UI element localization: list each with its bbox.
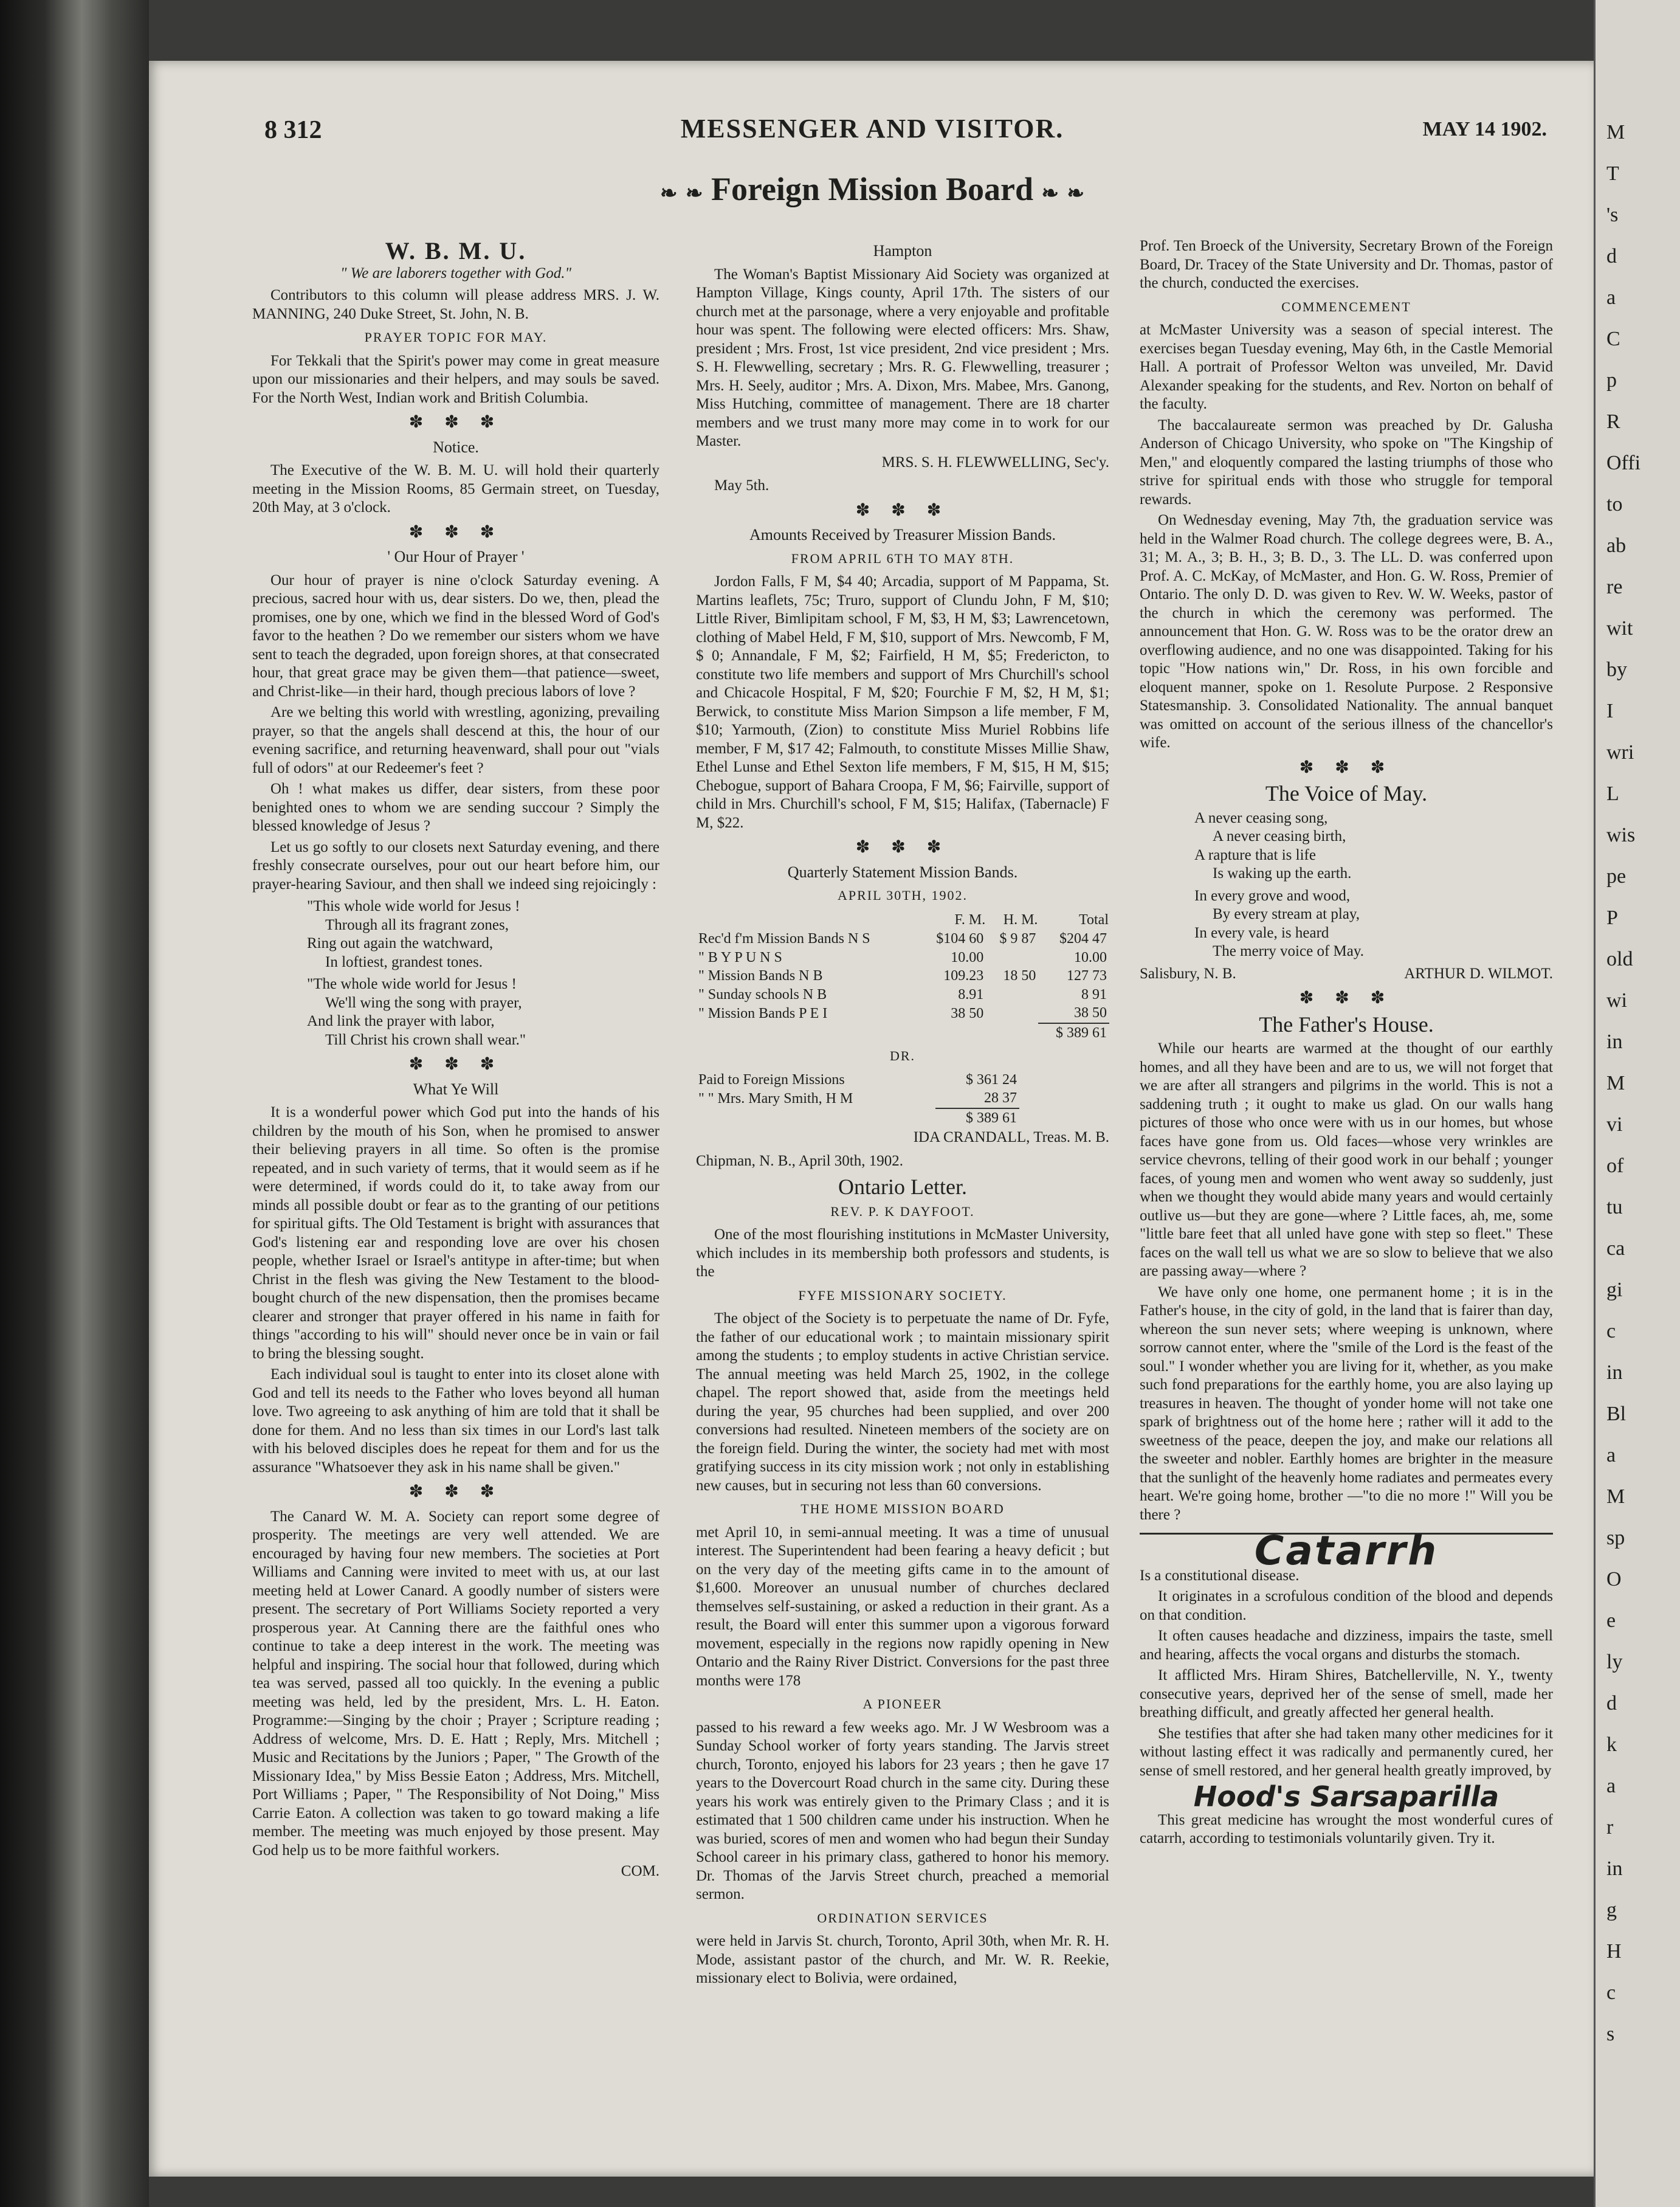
amounts-list: Jordon Falls, F M, $4 40; Arcadia, support of M Pappama, St. Martins leaflets, 75c; Truro, support of Clundu John, F M, $10; Little River, Bimlipitam school, F M, $3, H M, $3; Lawrencetown, clothing of Mabel Held, F M, $10, support of Mrs. Newcomb, F M, $ 0; Annandale, F M, $2; Fairfield, H M, $5; Fredericton, to constitute two life members and support of Mrs Churchill's school and Chicacole Hospital, F M, $20; Fourchie F M, $2, H M, $1; Berwick, to constitute Miss Marion Simpson a life member, F M, $10; Yarmouth, (Zion) to constitute Miss Muriel Robbins life member, F M, $17 42; Falmouth, to constitute Misses Millie Shaw, Ethel Lunse and Ethel Sexton life members, F M, $15, H M, $15; Chebogue, support of Bahara Croopa, F M, $6; Fairville, support of child in Mrs. Churchill's school, F M, $15; Halifax, (Tabernacle) F M, $22.: [696, 573, 1109, 831]
total-cell: 8 91: [1081, 986, 1107, 1003]
column-header: H. M.: [1003, 911, 1038, 928]
divider-stars: ✽ ✽ ✽: [1299, 758, 1394, 777]
poem-line: A rapture that is life: [1194, 846, 1316, 863]
ontario-letter-title: Ontario Letter.: [838, 1175, 967, 1199]
facing-page-fragment: Offi: [1606, 452, 1641, 474]
divider-stars: ✽ ✽ ✽: [408, 522, 503, 542]
row-label: " " Mrs. Mary Smith, H M: [698, 1090, 853, 1107]
facing-page-fragment: s: [1606, 2023, 1615, 2045]
hm-cell: [986, 948, 1038, 967]
quarterly-date: APRIL 30TH, 1902.: [837, 888, 968, 903]
column-left: [252, 237, 659, 1886]
wbmu-motto: " We are laborers together with God.": [340, 264, 571, 281]
ontario-paragraph-3: met April 10, in semi-annual meeting. It was a time of unusual interest. The Superintendent had been fearing a heavy deficit ; but on the very day of the meeting gifts came in to the amount of $1,600. Moreover an unusual number of churches declared themselves self-sustaining, or asked a reduction in their grant. As a result, the Board will enter this summer upon a vigorous forward movement, especially in the regions now rapidly opening in New Ontario and the Rainy River District. Conversions for the past three months were 178: [696, 1524, 1109, 1689]
section-title-text: Foreign Mission Board: [711, 171, 1034, 207]
column-right: [1140, 237, 1553, 1851]
poem-attribution: [1140, 965, 1553, 984]
ontario-paragraph-4: passed to his reward a few weeks ago. Mr. J W Wesbroom was a Sunday School worker of forty years standing. The Jarvis street church, Toronto, enjoyed his labors for 23 years ; then he gave 17 years to the Dovercourt Road church in the same city. During these years his work was entirely given to the Primary Class ; and it is estimated that 1 500 children came under his instruction. When he was buried, scores of men and women who had begun their Sunday School career in his primary class, gathered to honor his memory. Dr. Thomas of the Jarvis Street church, preached a memorial sermon.: [696, 1719, 1109, 1902]
fm-cell: 38 50: [951, 1005, 984, 1021]
facing-page-fragment: of: [1606, 1155, 1624, 1177]
fm-cell: 109.23: [943, 968, 984, 984]
facing-page-fragment: r: [1606, 1816, 1614, 1839]
facing-page-fragment: in: [1606, 1361, 1623, 1384]
canard-signature: COM.: [621, 1863, 659, 1879]
hampton-heading: Hampton: [873, 242, 932, 260]
fathers-house-paragraph-2: We have only one home, one permanent home ; it is in the Father's house, in the city of gold, in the land that is fairer than day, whereon the sun never sets; where weeping is unknown, where sorrow cannot enter, where the "smile of the Lord is the feast of the soul." I wonder whether you are living for it, whether, as you make such fond preparations for the earthly home, you are also laying up treasures in heaven. The thought of yonder home will not take one spark of brightness out of the home here ; rather will it add to the sweetness of the peace, deepen the joy, and make our relations all the sweeter and nobler. Earthly homes are brighter in the measure that the sunlight of the heavenly home radiates and permeates every heart. We're going home, brother —"to die no more !" Will you be there ?: [1140, 1283, 1553, 1523]
poem-line: In every vale, is heard: [1194, 924, 1329, 941]
facing-page-fragment: g: [1606, 1899, 1617, 1921]
fm-cell: 10.00: [951, 949, 984, 965]
facing-page-fragment: k: [1606, 1733, 1617, 1756]
ontario-paragraph-5: were held in Jarvis St. church, Toronto, April 30th, when Mr. R. H. Mode, assistant pastor of the church, and Mr. W. R. Reekie, missionary elect to Bolivia, were ordained,: [696, 1933, 1109, 1986]
poem-stanza-1: [1194, 809, 1553, 883]
facing-page-fragment: c: [1606, 1320, 1616, 1342]
column-middle: [696, 237, 1109, 1991]
wbmu-title: W. B. M. U.: [385, 237, 527, 264]
facing-page-fragment: ly: [1606, 1651, 1623, 1673]
hm-cell: [986, 1004, 1038, 1023]
fleuron-icon: ❧: [685, 182, 703, 205]
ad-title: Catarrh: [1254, 1527, 1439, 1574]
amount-cell: 28 37: [984, 1090, 1017, 1106]
facing-page-fragment: tu: [1606, 1196, 1623, 1218]
row-label: " Mission Bands P E I: [698, 1005, 828, 1021]
hm-cell: 18 50: [1003, 968, 1036, 984]
row-label: Rec'd f'm Mission Bands N S: [698, 931, 870, 947]
book-binding: [0, 0, 149, 2207]
ontario-paragraph-8: The baccalaureate sermon was preached by Dr. Galusha Anderson of Chicago University, who spoke on "The Kingship of Men," and eloquently compared the lasting triumphs of those who strive for spiritual ends with those who struggle for temporal rewards.: [1140, 416, 1553, 508]
fleuron-icon: ❧: [1067, 182, 1085, 205]
hampton-signature: MRS. S. H. FLEWWELLING, Sec'y.: [881, 454, 1109, 471]
hour-of-prayer-heading: ' Our Hour of Prayer ': [387, 548, 525, 565]
ontario-paragraph-1: One of the most flourishing institutions in McMaster University, which includes in its membership both professors and students, is the: [696, 1226, 1109, 1280]
amount-cell: $ 361 24: [966, 1071, 1017, 1088]
hour-paragraph-2: Are we belting this world with wrestling, agonizing, prevailing prayer, so that the angels shall descend at this, the hour of our evening sacrifice, and returning heavenward, shall pour out "vials full of odors" at our Redeemer's feet ?: [252, 704, 659, 776]
prayer-topic-text: For Tekkali that the Spirit's power may come in great measure upon our missionaries and their helpers, and may souls be saved. For the North West, Indian work and British Columbia.: [252, 352, 659, 406]
poem-stanza-2: [1194, 887, 1553, 961]
facing-page-fragment: C: [1606, 328, 1620, 350]
newspaper-page: [149, 61, 1596, 2177]
facing-page-fragment: M: [1606, 1072, 1625, 1094]
facing-page-fragment: R: [1606, 410, 1620, 433]
ad-brand: Hood's Sarsaparilla: [1193, 1780, 1499, 1813]
facing-page-fragment: d: [1606, 1692, 1617, 1715]
quarterly-heading: Quarterly Statement Mission Bands.: [787, 863, 1018, 881]
row-label: Paid to Foreign Missions: [698, 1071, 845, 1088]
facing-page-fragment: a: [1606, 1775, 1616, 1797]
fm-cell: 8.91: [958, 986, 984, 1003]
dr-total: $ 389 61: [935, 1108, 1019, 1128]
poem-line: Is waking up the earth.: [1213, 865, 1352, 882]
will-paragraph-2: Each individual soul is taught to enter into its closet alone with God and tell its needs to the Father who loves beyond all human love. Two agreeing to ask anything of him are told that it shall be done for them. And no less than six times in our Lord's last talk with his beloved disciples does he repeat for them and for us the assurance "Whatsoever they ask in his name shall be given.": [252, 1366, 659, 1476]
ontario-paragraph-2: The object of the Society is to perpetuate the name of Dr. Fyfe, the father of our educational work ; to maintain missionary spirit among the students ; to employ students in active Christian service. The annual meeting was held March 25, 1902, in the college chapel. The report showed that, aside from the meetings held during the year, 95 churches had been supplied, and over 200 conversions had resulted. Nineteen members of the society are on the foreign field. During the winter, the society had met with most gratifying success in its city mission work ; not only in establishing new causes, but in securing not less than 60 conversions.: [696, 1310, 1109, 1494]
fyfe-heading: FYFE MISSIONARY SOCIETY.: [798, 1287, 1007, 1303]
facing-page-fragment: re: [1606, 576, 1623, 598]
facing-page-fragment: p: [1606, 369, 1617, 392]
facing-page-fragment: T: [1606, 162, 1619, 185]
fleuron-icon: ❧: [659, 182, 678, 205]
facing-page-edge: [1594, 0, 1680, 2207]
catarrh-advertisement: [1140, 1527, 1553, 1848]
total-cell: $204 47: [1059, 931, 1107, 947]
poem-line: And link the prayer with labor,: [307, 1013, 495, 1029]
section-title: [149, 170, 1596, 208]
facing-page-fragment: vi: [1606, 1113, 1623, 1136]
poem-place: Salisbury, N. B.: [1140, 965, 1236, 982]
poem-line: The merry voice of May.: [1213, 943, 1364, 959]
facing-page-fragment: ab: [1606, 534, 1627, 557]
ordination-heading: ORDINATION SERVICES: [817, 1910, 988, 1926]
table-row: [696, 1071, 1109, 1090]
hour-paragraph-1: Our hour of prayer is nine o'clock Saturday evening. A precious, sacred hour with us, dear sisters. Do we, then, plead the promises, one by one, which we find in the blessed Word of God's favor to the heathen ? Do we remember our sisters whom we have sent to teach the degraded, upon foreign shores, at that consecrated hour, that great grace may be given them—that patience—sweet, and Christ-like—in their hard, though precious labors of love ?: [252, 572, 659, 700]
poem-line: Ring out again the watchward,: [307, 935, 494, 952]
total-cell: 38 50: [1074, 1005, 1107, 1021]
ad-tagline: Is a constitutional disease.: [1140, 1567, 1300, 1584]
hour-paragraph-4: Let us go softly to our closets next Saturday evening, and there freshly consecrate ourselves, pour out our heart before him, our prayer-hearing Saviour, and then shall we indeed sing rejoicingly :: [252, 838, 659, 893]
home-mission-heading: THE HOME MISSION BOARD: [800, 1501, 1005, 1516]
divider-stars: ✽ ✽ ✽: [408, 1055, 503, 1074]
facing-page-fragment: O: [1606, 1568, 1622, 1590]
ontario-paragraph-9: On Wednesday evening, May 7th, the graduation service was held in the Walmer Road church. The college degrees were, B. A., 31; M. A., 3; B. H., 3; B. D., 3. The LL. D. was conferred upon Prof. A. C. McKay, of McMaster, and Hon. G. W. Ross, Premier of Ontario. The only D. D. was given to Rev. W. W. Weeks, pastor of the church in which the ceremony was performed. The announcement that Hon. G. W. Ross was to be the orator drew an overflowing audience, and no one was disappointed. Taking for his topic "How nations win," Dr. Ross, in his own forcible and eloquent manner, spoke on 1. Resolute Purpose. 2 Responsive Statesmanship. 3. Consolidated Nationality. The annual banquet was omitted on account of the serious illness of the chancellor's wife.: [1140, 512, 1553, 751]
prayer-topic-heading: PRAYER TOPIC FOR MAY.: [364, 330, 548, 345]
facing-page-fragment: M: [1606, 1485, 1625, 1508]
facing-page-fragment: a: [1606, 1444, 1616, 1466]
facing-page-fragment: Bl: [1606, 1403, 1627, 1425]
divider-stars: ✽ ✽ ✽: [855, 500, 950, 520]
commencement-heading: COMMENCEMENT: [1281, 299, 1411, 314]
fm-cell: $104 60: [936, 931, 984, 947]
voice-of-may-title: The Voice of May.: [1265, 781, 1428, 806]
ontario-paragraph-7: at McMaster University was a season of special interest. The exercises began Tuesday evening, May 6th, in the Castle Memorial Hall. A portrait of Professor Welton was unveiled, Mr. David Alexander speaking for the students, and Rev. Norton on behalf of the faculty.: [1140, 322, 1553, 412]
will-paragraph-1: It is a wonderful power which God put into the hands of his children by the mouth of his Son, when he promised to answer their believing prayers in all time. So often is the promise repeated, and in such variety of terms, that it would seem as if he were determined, if words could do it, to take away from our minds all possible doubt or fear as to the granting of our petitions for spiritual gifts. The Old Testament is bright with assurances that God's listening ear and responding love are over his chosen people, whether Israel or Israel's antitype in after-time; but when Christ in the flesh was giving the New Testament to the blood-bought church of the new dispensation, then the promises became clearer and stronger that prayer offered in his name in faith for things "according to his will" should never once be in vain or fail to bring the blessing sought.: [252, 1104, 659, 1362]
ad-paragraph: It often causes headache and dizziness, impairs the taste, smell and hearing, affects the vocal organs and disturbs the stomach.: [1140, 1628, 1553, 1663]
table-row: [696, 1089, 1109, 1108]
facing-page-fragment: in: [1606, 1857, 1623, 1880]
facing-page-fragment: old: [1606, 948, 1633, 970]
ad-paragraph: It afflicted Mrs. Hiram Shires, Batchellerville, N. Y., twenty consecutive years, deprived her of the sense of smell, made her breathing difficult, and greatly affected her general health.: [1140, 1667, 1553, 1721]
poem-line: "This whole wide world for Jesus !: [307, 898, 520, 914]
facing-page-fragment: e: [1606, 1609, 1616, 1632]
facing-page-fragment: by: [1606, 658, 1627, 681]
hampton-date: May 5th.: [714, 477, 769, 494]
grand-total: $ 389 61: [1038, 1023, 1109, 1043]
facing-page-fragment: in: [1606, 1031, 1623, 1053]
ad-paragraph: She testifies that after she had taken many other medicines for it without lasting effect it was radically and permanently cured, her sense of smell restored, and her general health greatly improved, by: [1140, 1725, 1553, 1779]
poem-line: By every stream at play,: [1213, 906, 1360, 922]
facing-page-fragment: sp: [1606, 1527, 1625, 1549]
total-cell: 10.00: [1074, 949, 1107, 965]
facing-page-fragment: d: [1606, 245, 1617, 268]
contributors-note: Contributors to this column will please address MRS. J. W. MANNING, 240 Duke Street, St. John, N. B.: [252, 287, 659, 322]
table-row: [696, 967, 1109, 986]
notice-heading: Notice.: [433, 438, 479, 456]
masthead: MESSENGER AND VISITOR.: [680, 114, 1064, 143]
facing-page-fragment: wi: [1606, 989, 1627, 1012]
quarterly-table: [696, 910, 1109, 1043]
poem-line: A never ceasing birth,: [1213, 828, 1346, 844]
poem-line: A never ceasing song,: [1194, 809, 1328, 826]
pioneer-heading: A PIONEER: [862, 1696, 943, 1711]
ontario-paragraph-6: Prof. Ten Broeck of the University, Secretary Brown of the Foreign Board, Dr. Tracey of the State University and Dr. Thomas, pastor of the church, conducted the exercises.: [1140, 238, 1553, 291]
total-cell: 127 73: [1067, 968, 1107, 984]
poem-author: ARTHUR D. WILMOT.: [1404, 965, 1553, 982]
divider-stars: ✽ ✽ ✽: [1299, 989, 1394, 1007]
hampton-text: The Woman's Baptist Missionary Aid Society was organized at Hampton Village, Kings county, April 17th. The sisters of our church met at the parsonage, where a very enjoyable and profitable hour was spent. The following were elected officers: Mrs. Shaw, president ; Mrs. Frost, 1st vice president, 2nd vice president ; Mrs. S. H. Flewwelling, secretary ; Mrs. R. G. Flewwelling, treasurer ; Mrs. H. Seely, auditor ; Mrs. A. Dixon, Mrs. Mabee, Mrs. Ganong, Miss Hutching, committee of management. There are 18 charter members and we trust many more may come in to work for our Master.: [696, 266, 1109, 449]
table-total-row: [696, 1108, 1109, 1128]
table-header-row: [696, 910, 1109, 930]
table-row: [696, 930, 1109, 948]
facing-page-fragment: 's: [1606, 204, 1619, 226]
page-header: [149, 109, 1596, 158]
divider-stars: ✽ ✽ ✽: [408, 1482, 503, 1501]
poem-line: We'll wing the song with prayer,: [325, 994, 522, 1011]
facing-page-fragment: wit: [1606, 617, 1633, 640]
facing-page-fragment: pe: [1606, 865, 1627, 888]
statement-place-date: Chipman, N. B., April 30th, 1902.: [696, 1152, 903, 1169]
poem-line: "The whole wide world for Jesus !: [307, 976, 517, 992]
facing-page-fragment: to: [1606, 493, 1623, 516]
hymn-stanza-2: [307, 975, 659, 1049]
dr-heading: DR.: [889, 1048, 916, 1063]
amounts-heading: Amounts Received by Treasurer Mission Bands.: [749, 526, 1056, 544]
fathers-house-title: The Father's House.: [1259, 1012, 1434, 1037]
issue-date: MAY 14 1902.: [1422, 118, 1547, 140]
hm-cell: [986, 986, 1038, 1004]
table-row: [696, 948, 1109, 967]
poem-line: In loftiest, grandest tones.: [325, 953, 483, 970]
facing-page-fragment: I: [1606, 700, 1614, 722]
hm-cell: $ 9 87: [999, 931, 1036, 947]
what-ye-will-heading: What Ye Will: [413, 1080, 499, 1098]
dr-table: [696, 1071, 1109, 1128]
facing-page-fragment: H: [1606, 1940, 1622, 1963]
divider-stars: ✽ ✽ ✽: [408, 413, 503, 432]
row-label: " Sunday schools N B: [698, 986, 827, 1003]
facing-page-fragment: c: [1606, 1981, 1616, 2004]
fathers-house-paragraph-1: While our hearts are warmed at the thought of our earthly homes, and all they have been and are to us, we will not forget that we are after all strangers and pilgrims in the world. This is not a saddening truth ; it ought to make us glad. On our walls hang pictures of those who once were with us in our homes, but whose faces have gone from us. Old faces—whose very wrinkles are service chevrons, telling of their good work in our behalf ; younger faces, of young men and women who went away so suddenly, just when we thought they would abide many years and would certainly outlive us—but they are gone—where ? Little faces, ah, me, some "little bare feet that all unled have gone with step so fleet." These faces on the wall tell us what we are so slow to believe that we also are passing away—where ?: [1140, 1040, 1553, 1279]
table-row: [696, 1004, 1109, 1023]
hour-paragraph-3: Oh ! what makes us differ, dear sisters, from these poor benighted ones to whom we are sending succour ? Simply the blessed knowledge of Jesus ?: [252, 781, 659, 834]
poem-line: Till Christ his crown shall wear.": [325, 1031, 526, 1048]
facing-page-fragment: ca: [1606, 1237, 1625, 1260]
treasurer-signature: IDA CRANDALL, Treas. M. B.: [913, 1129, 1109, 1145]
ad-paragraph: This great medicine has wrought the most wonderful cures of catarrh, according to testimonials voluntarily given. Try it.: [1140, 1811, 1553, 1846]
divider-stars: ✽ ✽ ✽: [855, 838, 950, 857]
fleuron-icon: ❧: [1041, 182, 1059, 205]
poem-line: In every grove and wood,: [1194, 887, 1351, 904]
column-header: F. M.: [954, 911, 986, 928]
ontario-byline: REV. P. K DAYFOOT.: [830, 1203, 975, 1219]
facing-page-fragment: gi: [1606, 1279, 1623, 1301]
row-label: " Mission Bands N B: [698, 968, 823, 984]
facing-page-fragment: M: [1606, 121, 1625, 143]
facing-page-fragment: L: [1606, 782, 1619, 805]
table-row: [696, 986, 1109, 1004]
notice-text: The Executive of the W. B. M. U. will hold their quarterly meeting in the Mission Rooms, 85 Germain street, on Tuesday, 20th May, at 3 o'clock.: [252, 462, 659, 516]
table-total-row: [696, 1023, 1109, 1043]
amounts-subheading: FROM APRIL 6TH TO MAY 8TH.: [791, 550, 1014, 566]
row-label: " B Y P U N S: [698, 949, 782, 965]
column-header: Total: [1079, 911, 1109, 928]
poem-line: Through all its fragrant zones,: [325, 916, 509, 933]
facing-page-fragment: a: [1606, 286, 1616, 309]
page-number: 8 312: [264, 116, 322, 144]
hymn-stanza-1: [307, 897, 659, 972]
facing-page-fragment: wis: [1606, 824, 1636, 846]
facing-page-fragment: P: [1606, 907, 1618, 929]
ad-paragraph: It originates in a scrofulous condition of the blood and depends on that condition.: [1140, 1588, 1553, 1623]
facing-page-fragment: wri: [1606, 741, 1634, 764]
canard-report: The Canard W. M. A. Society can report some degree of prosperity. The meetings are very well attended. We are encouraged by having four new members. The societies at Port Williams and Canning were invited to meet with us, at our last meeting held at Lower Canard. A goodly number of sisters were present. The secretary of Port Williams Society reported a very prosperous year. At Canning there are the faithful ones who continue to take a deep interest in the work. The meeting was helpful and inspiring. The social hour that followed, during which tea was served, passed all too quickly. In the evening a public meeting was held, led by the president, Mrs. L. H. Eaton. Programme:—Singing by the choir ; Prayer ; Scripture reading ; Address of welcome, Mrs. D. E. Hatt ; Reply, Mrs. Mitchell ; Music and Recitations by the Juniors ; Paper, " The Growth of the Missionary Idea," by Miss Bessie Eaton ; Address, Mrs. Mitchell, Port Williams ; Paper, " The Responsibility of Not Doing," Miss Carrie Eaton. A collection was taken to go toward making a life member. The meeting was much enjoyed by those present. May God help us to be more faithful workers.: [252, 1508, 659, 1859]
